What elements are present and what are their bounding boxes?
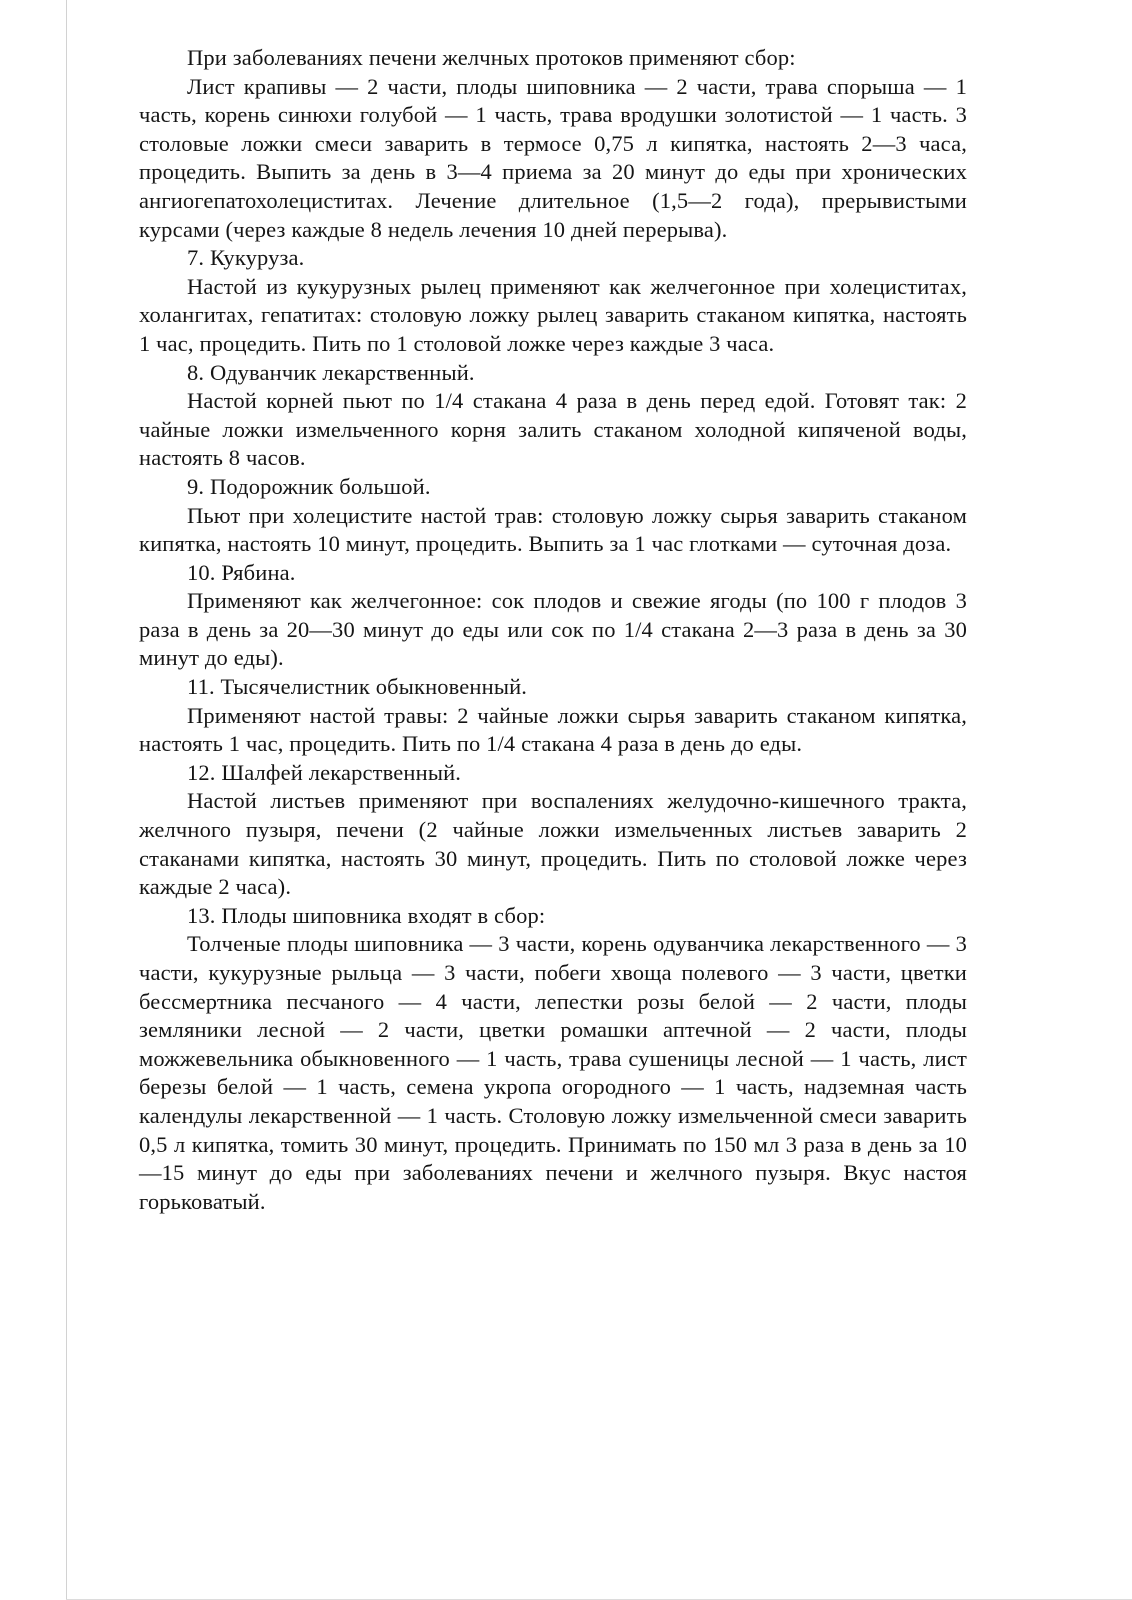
paragraph-collection-recipe: Лист крапивы — 2 части, плоды шиповника — 2 части, трава спорыша — 1 часть, корень синюхи голубой — 1 часть, трава вродушки золотистой — 1 часть. 3 столовые ложки смеси заварить в термосе 0,75 л кипятка, настоять 2—3 часа, процедить. Выпить за день в 3—4 приема за 20 минут до еды при хронических ангиогепатохолециститах. Лечение длительное (1,5—2 года), прерывистыми курсами (через каждые 8 недель лечения 10 дней перерыва). — [139, 73, 967, 242]
section-heading-12: 12. Шалфей лекарственный. — [187, 759, 462, 785]
paragraph-rosehip-collection: Толченые плоды шиповника — 3 части, корень одуванчика лекарственного — 3 части, кукурузные рыльца — 3 части, побеги хвоща полевого — 3 части, цветки бессмертника песчаного — 4 части, лепестки розы белой — 2 части, плоды земляники лесной — 2 части, цветки ромашки аптечной — 2 части, плоды можжевельника обыкновенного — 1 часть, трава сушеницы лесной — 1 часть, лист березы белой — 1 часть, семена укропа огородного — 1 часть, надземная часть календулы лекарственной — 1 часть. Столовую ложку измельченной смеси заварить 0,5 л кипятка, томить 30 минут, процедить. Принимать по 150 мл 3 раза в день за 10—15 минут до еды при заболеваниях печени и желчного пузыря. Вкус настоя горьковатый. — [139, 931, 967, 1214]
section-heading-9: 9. Подорожник большой. — [187, 473, 431, 499]
paragraph-plantain: Пьют при холецистите настой трав: столовую ложку сырья заварить стаканом кипятка, настоять 10 минут, процедить. Выпить за 1 час глотками — суточная доза. — [139, 502, 967, 557]
section-heading-7: 7. Кукуруза. — [187, 245, 305, 271]
page-left-edge — [66, 0, 67, 1600]
paragraph-corn: Настой из кукурузных рылец применяют как желчегонное при холециститах, холангитах, гепатитах: столовую ложку рылец заварить стаканом кипятка, настоять 1 час, процедить. Пить по 1 столовой ложке через каждые 3 часа. — [139, 273, 967, 356]
section-heading-10: 10. Рябина. — [187, 559, 296, 585]
paragraph-rowan: Применяют как желчегонное: сок плодов и свежие ягоды (по 100 г плодов 3 раза в день за 20—30 минут до еды или сок по 1/4 стакана 2—3 раза в день за 30 минут до еды). — [139, 588, 967, 671]
section-heading-8: 8. Одуванчик лекарственный. — [187, 359, 475, 385]
paragraph-yarrow: Применяют настой травы: 2 чайные ложки сырья заварить стаканом кипятка, настоять 1 час, процедить. Пить по 1/4 стакана 4 раза в день до еды. — [139, 702, 967, 757]
paragraph-sage: Настой листьев применяют при воспалениях желудочно-кишечного тракта, желчного пузыря, печени (2 чайные ложки измельченных листьев заварить 2 стаканами кипятка, настоять 30 минут, процедить. Пить по столовой ложке через каждые 2 часа). — [139, 788, 967, 900]
document-body — [139, 44, 967, 1216]
paragraph-dandelion: Настой корней пьют по 1/4 стакана 4 раза в день перед едой. Готовят так: 2 чайные ложки измельченного корня залить стаканом холодной кипяченой воды, настоять 8 часов. — [139, 388, 967, 471]
section-heading-13: 13. Плоды шиповника входят в сбор: — [187, 902, 546, 928]
paragraph-intro: При заболеваниях печени желчных протоков применяют сбор: — [187, 45, 796, 70]
section-heading-11: 11. Тысячелистник обыкновенный. — [187, 674, 528, 700]
